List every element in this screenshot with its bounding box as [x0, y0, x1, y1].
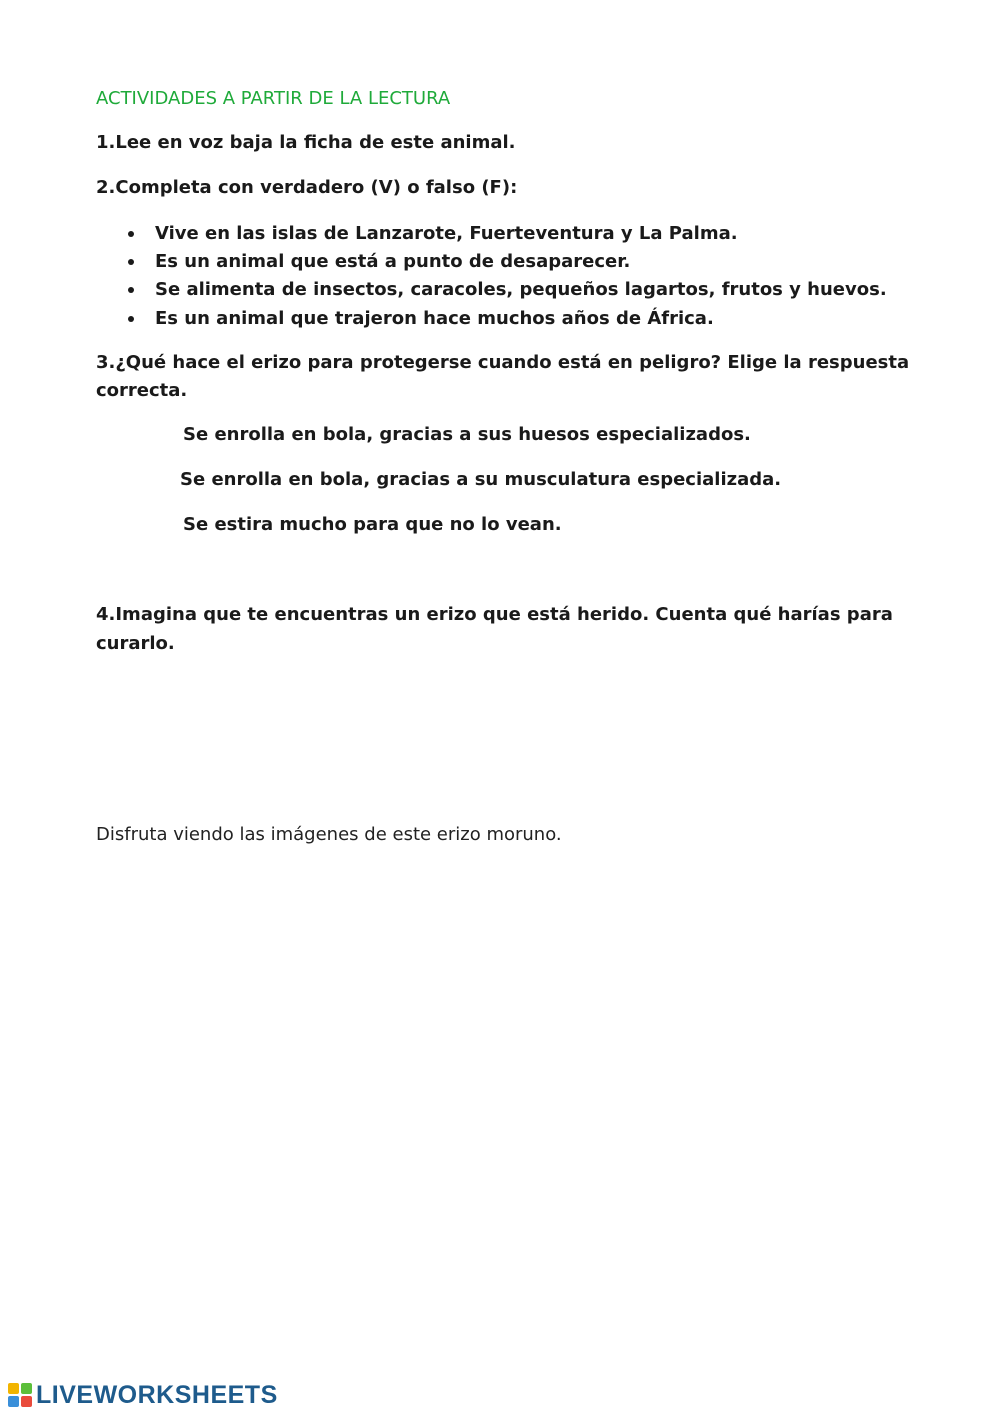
- question-3-title-line2: correcta.: [96, 380, 188, 401]
- activities-heading: ACTIVIDADES A PARTIR DE LA LECTURA: [96, 88, 451, 109]
- bullet-icon: [128, 231, 134, 237]
- question-1: 1.Lee en voz baja la ficha de este animal.: [96, 132, 516, 153]
- liveworksheets-logo[interactable]: [8, 1380, 278, 1410]
- answer-option-3[interactable]: Se estira mucho para que no lo vean.: [183, 514, 562, 535]
- question-3-title-line1: 3.¿Qué hace el erizo para protegerse cuando está en peligro? Elige la respuesta: [96, 352, 910, 373]
- bullet-icon: [128, 259, 134, 265]
- list-item: Se alimenta de insectos, caracoles, pequeños lagartos, frutos y huevos.: [155, 279, 887, 300]
- answer-option-2[interactable]: Se enrolla en bola, gracias a su musculatura especializada.: [180, 469, 782, 490]
- question-4-line1: 4.Imagina que te encuentras un erizo que está herido. Cuenta qué harías para: [96, 604, 893, 625]
- bullet-icon: [128, 287, 134, 293]
- footer-note: Disfruta viendo las imágenes de este erizo moruno.: [96, 824, 562, 845]
- logo-blocks-icon: [8, 1383, 32, 1407]
- list-item: Es un animal que está a punto de desaparecer.: [155, 251, 631, 272]
- list-item: Es un animal que trajeron hace muchos años de África.: [155, 308, 714, 329]
- logo-text: LIVEWORKSHEETS: [36, 1380, 278, 1409]
- answer-option-1[interactable]: Se enrolla en bola, gracias a sus huesos especializados.: [183, 424, 751, 445]
- question-4-line2: curarlo.: [96, 633, 175, 654]
- bullet-icon: [128, 316, 134, 322]
- list-item: Vive en las islas de Lanzarote, Fuerteventura y La Palma.: [155, 223, 738, 244]
- question-2-title: 2.Completa con verdadero (V) o falso (F):: [96, 177, 518, 198]
